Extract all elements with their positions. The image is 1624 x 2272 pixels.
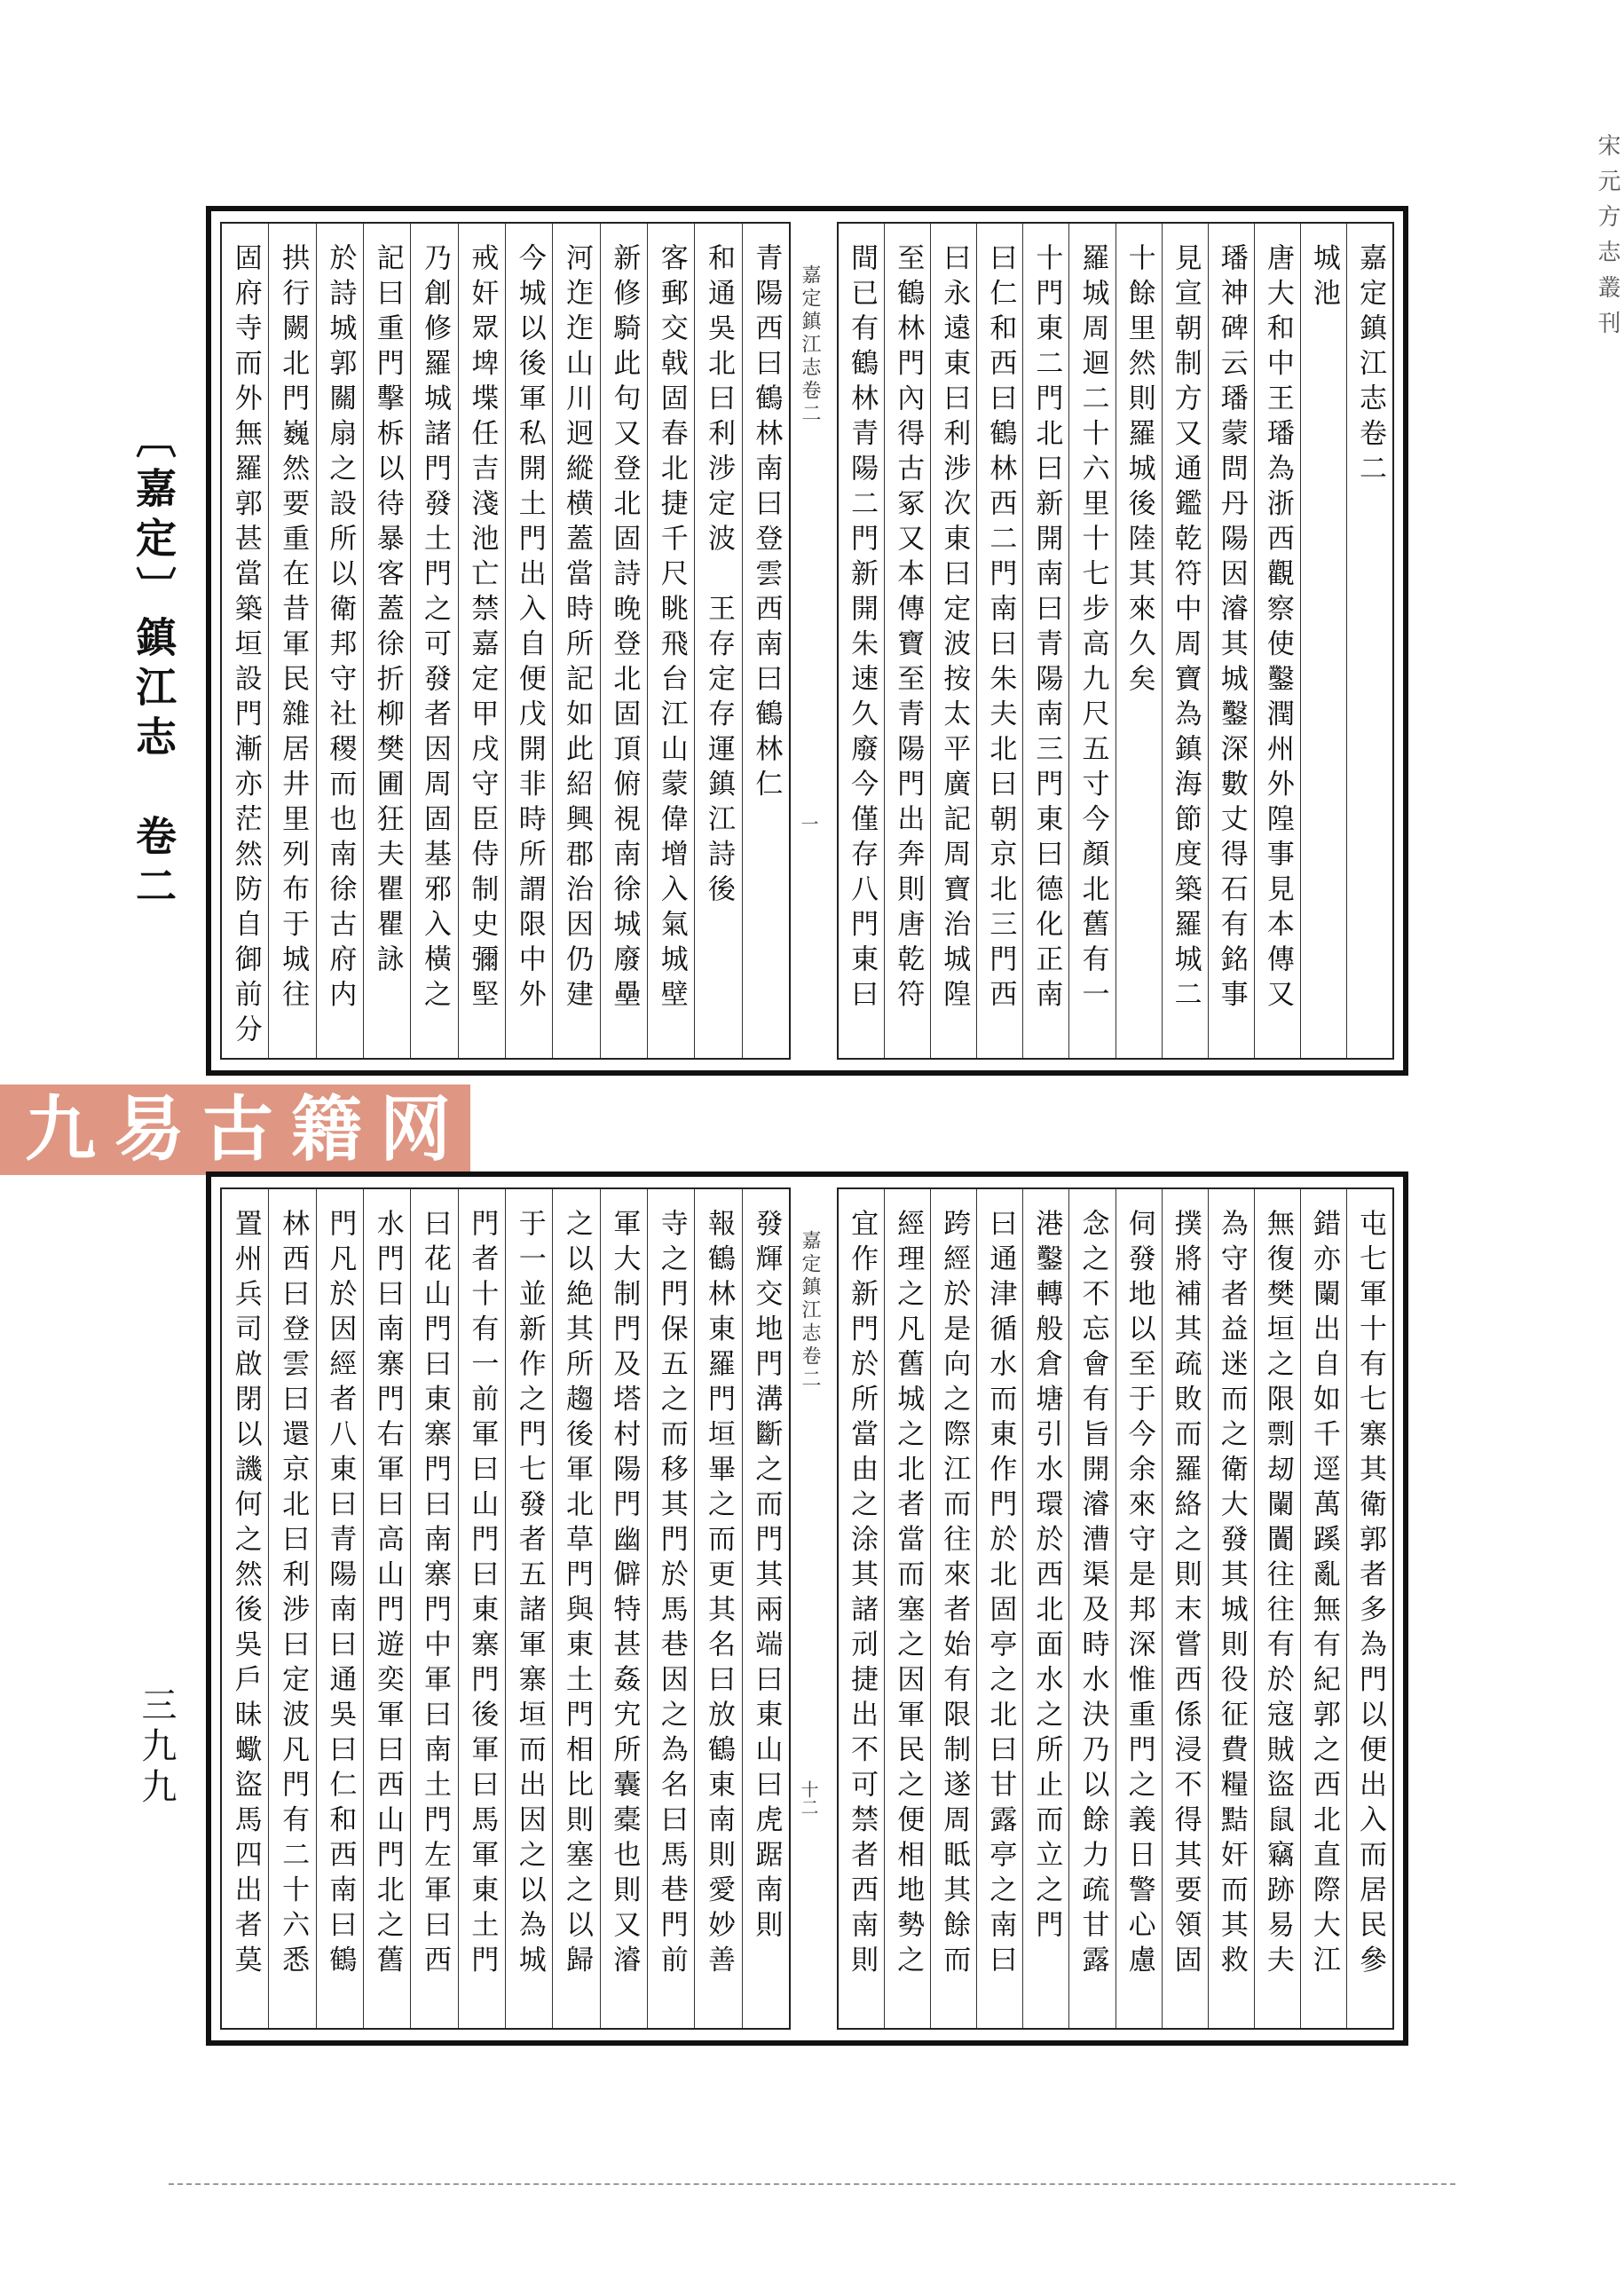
bottom-fold-margin — [792, 1177, 821, 2040]
top-right-half — [837, 222, 1394, 1060]
text-column: 唐大和中王璠為浙西觀察使鑿潤州外隍事見本傳又 — [1254, 224, 1300, 1058]
page-number: 三九九 — [136, 1686, 177, 1809]
text-column: 固府寺而外無羅郭甚當築垣設門漸亦茫然防自御前分 — [229, 243, 262, 1050]
text-column: 曰永遠東曰利涉次東曰定波按太平廣記周寶治城隍 — [930, 224, 976, 1058]
text-column: 至鶴林門內得古冢又本傳寶至青陽門出奔則唐乾符 — [884, 224, 930, 1058]
text-column: 今城以後軍私開土門出入自便戊開非時所謂限中外 — [505, 224, 552, 1058]
text-column: 軍大制門及塔村陽門幽僻特甚姦宄所囊橐也則又濬 — [600, 1189, 647, 2028]
fold-title: 嘉定鎮江志卷二 — [799, 264, 821, 426]
text-column: 戒奸眾埤堞任吉淺池亡禁嘉定甲戌守臣侍制史彌堅 — [458, 224, 505, 1058]
text-column: 於詩城郭關扇之設所以衛邦守社稷而也南徐古府内 — [316, 224, 363, 1058]
text-column: 為守者益迷而之衛大發其城則役征費糧黠奸而其救 — [1208, 1189, 1254, 2028]
text-column: 城池 — [1300, 224, 1346, 1058]
text-column: 跨經於是向之際江而往來者始有限制遂周眡其餘而 — [930, 1189, 976, 2028]
text-column: 于一並新作之門七發者五諸軍寨垣而出因之以為城 — [505, 1189, 552, 2028]
text-column: 港鑿轉般倉塘引水環於西北面水之所止而立之門 — [1022, 1189, 1068, 2028]
bottom-left-half — [220, 1187, 791, 2030]
text-column: 十餘里然則羅城後陸其來久矣 — [1116, 224, 1162, 1058]
text-column: 曰仁和西曰鶴林西二門南曰朱夫北曰朝京北三門西 — [976, 224, 1022, 1058]
text-column: 記曰重門擊柝以待暴客蓋徐折柳樊圃狂夫瞿瞿詠 — [363, 224, 410, 1058]
top-fold-margin — [792, 211, 821, 1070]
text-column: 門者十有一前軍曰山門曰東寨門後軍曰馬軍東土門 — [458, 1189, 505, 2028]
text-column: 和通吳北曰利涉定波 王存定存運鎮江詩後 — [694, 224, 741, 1058]
text-column: 伺發地以至于今余來守是邦深惟重門之義日警心慮 — [1116, 1189, 1162, 2028]
text-column: 璠神碑云璠蒙問丹陽因濬其城鑿深數丈得石有銘事 — [1208, 224, 1254, 1058]
text-column: 門凡於因經者八東曰青陽南曰通吳曰仁和西南曰鶴 — [316, 1189, 363, 2028]
text-column: 撲將補其疏敗而羅絡之則末嘗西係浸不得其要領固 — [1162, 1189, 1208, 2028]
fold-page-number: 十二 — [798, 1780, 819, 1816]
text-column: 念之不忘會有旨開濬漕渠及時水決乃以餘力疏甘露 — [1068, 1189, 1115, 2028]
top-left-half — [220, 222, 791, 1060]
edge-marks: 宋元方志叢刊 — [1594, 133, 1620, 346]
text-column: 置州兵司啟閉以譏何之然後吳戶昧蠍盜馬四出者莫 — [229, 1209, 262, 1980]
text-column: 客郵交戟固春北捷千尺眺飛台江山蒙偉增入氣城壁 — [647, 224, 694, 1058]
text-column: 報鶴林東羅門垣畢之而更其名曰放鶴東南則愛妙善 — [694, 1189, 741, 2028]
text-column: 羅城周迴二十六里十七步高九尺五寸今顏北舊有一 — [1068, 224, 1115, 1058]
text-column: 十門東二門北曰新開南曰青陽南三門東曰德化正南 — [1022, 224, 1068, 1058]
footer-rule — [169, 2183, 1455, 2185]
text-column: 拱行闕北門巍然要重在昔軍民雜居井里列布于城往 — [268, 224, 315, 1058]
top-woodblock-page — [206, 206, 1408, 1076]
text-column: 河迮迮山川迥縱横蓋當時所記如此紹興郡治因仍建 — [552, 224, 599, 1058]
text-column: 宜作新門於所當由之涂其諸刓捷出不可禁者西南則 — [846, 1209, 879, 1980]
text-column: 之以絶其所趨後軍北草門與東土門相比則塞之以歸 — [552, 1189, 599, 2028]
bottom-woodblock-page — [206, 1172, 1408, 2046]
text-column: 寺之門保五之而移其門於馬巷因之為名曰馬巷門前 — [647, 1189, 694, 2028]
text-column: 水門曰南寨門右軍曰高山門遊奕軍曰西山門北之舊 — [363, 1189, 410, 2028]
text-column: 青陽西曰鶴林南曰登雲西南曰鶴林仁 — [742, 224, 789, 1058]
text-column: 乃創修羅城諸門發土門之可發者因周固基邪入橫之 — [410, 224, 457, 1058]
text-column: 嘉定鎮江志卷二 — [1346, 224, 1392, 1058]
bottom-right-half — [837, 1187, 1394, 2030]
watermark-banner: 九易古籍网 — [0, 1085, 470, 1175]
text-column: 間已有鶴林青陽二門新開朱速久廢今僅存八門東曰 — [846, 243, 879, 1014]
text-column: 發輝交地門溝斷之而門其兩端曰東山曰虎踞南則 — [742, 1189, 789, 2028]
text-column: 見宣朝制方又通鑑乾符中周寶為鎮海節度築羅城二 — [1162, 224, 1208, 1058]
fold-page-number: 一 — [798, 815, 819, 832]
text-column: 無復樊垣之限剽刼闌闠往往有於寇賊盜鼠竊跡易夫 — [1254, 1189, 1300, 2028]
text-column: 曰花山門曰東寨門曰南寨門中軍曰南土門左軍曰西 — [410, 1189, 457, 2028]
text-column: 林西曰登雲曰還京北曰利涉曰定波凡門有二十六悉 — [268, 1189, 315, 2028]
text-column: 經理之凡舊城之北者當而塞之因軍民之便相地勢之 — [884, 1189, 930, 2028]
text-column: 屯七軍十有七寨其衛郭者多為門以便出入而居民參 — [1346, 1189, 1392, 2028]
fold-title: 嘉定鎮江志卷二 — [799, 1230, 821, 1392]
book-side-title: 〔嘉定〕鎮江志 卷二 — [130, 417, 177, 914]
text-column: 新修騎此句又登北固詩晚登北固頂俯視南徐城廢壘 — [600, 224, 647, 1058]
text-column: 錯亦闌出自如千逕萬蹊亂無有紀郭之西北直際大江 — [1300, 1189, 1346, 2028]
text-column: 曰通津循水而東作門於北固亭之北曰甘露亭之南曰 — [976, 1189, 1022, 2028]
